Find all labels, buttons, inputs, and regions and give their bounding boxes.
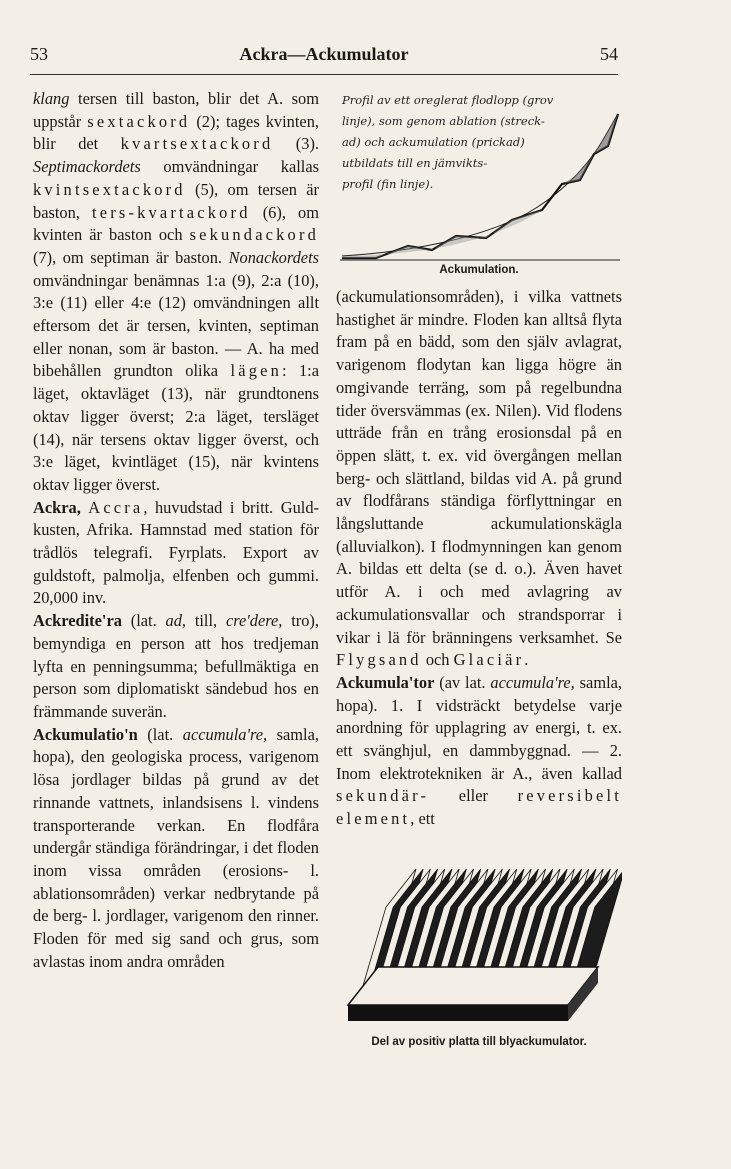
page-number-right: 54: [600, 44, 618, 64]
term-accra: Accra: [88, 497, 144, 517]
cross-ref-glaciar: Glaciär: [453, 650, 525, 670]
term-sekundackord: sekundackord: [189, 225, 319, 245]
term-ad: ad,: [165, 611, 186, 631]
text-run: tro), bemyndiga en person att hos tredjeman lyfta en penningsumma; befullmäktiga en person som diplomatiskt sändebud hos en främmande suverän.: [33, 611, 319, 721]
page-number-left: 53: [30, 44, 48, 64]
ackumulation-continuation-paragraph: [336, 286, 622, 672]
term-kvintsextackord: kvintsextackord: [33, 179, 186, 199]
page-header: [30, 44, 618, 74]
text-run: (lat.: [137, 724, 183, 744]
text-run: (6), om kvinten är baston och: [33, 202, 319, 245]
text-run: (lat.: [121, 611, 166, 631]
term-accumulare: accumula're,: [490, 672, 575, 692]
figure-caption-lead-plate: Del av positiv platta till blyackumulator.: [371, 1036, 587, 1048]
figure-caption-ackumulation: Ackumulation.: [439, 264, 519, 276]
term-terskvartackord: ters-kvartackord: [92, 202, 251, 222]
text-run: eller: [429, 786, 518, 806]
entry-ackumulator: [336, 672, 622, 831]
figure-ackumulation: [336, 88, 622, 286]
right-column: [336, 286, 622, 831]
text-run: till,: [186, 611, 226, 631]
text-run: samla, hopa). 1. I vidsträckt betydelse varje anordning för upplagring av energi, t. ex. ett svänghjul, en dammbyggnad. — 2. Inom elektrotekniken är A., även kallad: [336, 672, 622, 783]
term-reversibelt-element: reversibelt element: [336, 786, 622, 829]
term-nonackordets: Nonackordets: [228, 247, 319, 267]
text-run: tersen till baston, blir det A. som uppstår: [33, 89, 319, 131]
text-run: (7), om septiman är baston.: [33, 247, 229, 267]
lead-plate-illustration: [336, 855, 622, 1031]
text-run: omvändningar benämnas 1:a (9), 2:a (10), 3:e (11) eller 4:e (12) omvändningen allt eftersom det är tersen, kvinten, septiman eller nonan, som är baston. — A. ha med bibehållen grundton olika: [33, 270, 319, 381]
ablation-area: [562, 114, 618, 184]
plate-base-top: [348, 967, 598, 1005]
term-sekundar: sekundär-: [336, 786, 430, 806]
text-run: (2); tages kvinten, blir det: [33, 111, 319, 154]
accumulation-area: [342, 210, 542, 258]
headword-ackumulator: Ackumula'tor: [336, 672, 435, 692]
entry-ackra: [33, 497, 319, 611]
handwritten-line-3: ad) och ackumulation (prickad): [342, 135, 525, 149]
cross-ref-flygsand: Flygsand: [336, 650, 422, 670]
handwritten-line-4: utbildats till en jämvikts-: [342, 156, 488, 170]
headword-ackreditera: Ackredite'ra: [33, 611, 122, 631]
term-lagen: lägen: [230, 361, 282, 381]
text-run: omvändningar kallas: [140, 157, 319, 177]
headword-ackumulation: Ackumulatio'n: [33, 724, 138, 744]
running-title: Ackra—Ackumulator: [239, 44, 409, 64]
text-run: och: [421, 650, 454, 670]
entry-ackumulation: [33, 724, 319, 974]
text-run: (5), om tersen är baston,: [33, 179, 319, 222]
handwritten-line-5: profil (fin linje).: [342, 177, 434, 191]
figure-lead-plate: [336, 855, 622, 1067]
term-septimackordets: Septimackordets: [33, 157, 141, 177]
headword-ackra: Ackra,: [33, 497, 81, 517]
header-rule: [30, 74, 618, 75]
text-run: : 1:a läget, oktavläget (13), när grundtonens oktav ligger överst; 2:a läget, tersläget (14), när tersens oktav ligger överst, och 3:e läget, kvintläget (15), när kvintens oktav ligger överst.: [33, 361, 319, 494]
text-run: .: [524, 650, 529, 670]
left-column: [33, 88, 319, 973]
text-run: (av lat.: [434, 672, 491, 692]
text-run: , ett: [410, 809, 435, 829]
klang-continuation-paragraph: [33, 88, 319, 497]
text-run: samla, hopa), den geologiska process, varigenom lösa jordlager bildas på grund av det rinnande vattnets, inlandsisens l. vindens transporterande verkan. En flodfåra undergår ständiga förändringar, i det floden inom vissa områden (erosions- l. ablationsområden) verkar nedbrytande på de berg- l. jordlager, varigenom den rinner. Floden för med sig sand och grus, som avlastas inom andra områden: [33, 724, 319, 971]
text-run: (ackumulationsområden), i vilka vattnets hastighet är mindre. Floden kan alltså flyta fram på en bädd, som den själv avlagrat, varigenom flodytan kan ligga högre än omgivande terräng, som på regelbundna tider översvämmas (ex. Nilen). Vid flodens utträde från en trång erosionsdal på en öppen slätt, t. ex. vid övergången mellan berg- och slättland, bildas vid A. på grund av flodfårans ständiga förflyttningar en långsluttande ackumulationskägla (alluvialkon). I flodmynningen kan genom A. bildas ett delta (se d. o.). Även havet utför A. i och med avlagring av ackumulationsvallar och strandsporrar i vikar i lä för bränningens verksamhet. Se: [336, 287, 622, 647]
entry-ackreditera: [33, 610, 319, 724]
term-accumulare: accumula're,: [182, 724, 268, 744]
plate-base-front: [348, 1005, 568, 1021]
term-klang: klang: [33, 89, 70, 108]
text-run: , huvudstad i britt. Guld-kusten, Afrika. Hamnstad med station för trådlös telegrafi. Fyrplats. Export av guldstoft, palmolja, elfenben och gummi. 20,000 inv.: [33, 497, 319, 608]
term-sextackord: sextackord: [87, 111, 191, 131]
term-kvartsextackord: kvartsextackord: [120, 134, 274, 154]
handwritten-line-1: Profil av ett oreglerat flodlopp (grov: [342, 93, 554, 107]
term-credere: cre'dere,: [225, 611, 283, 631]
text-run: (3).: [273, 134, 320, 154]
handwritten-line-2: linje), som genom ablation (streck-: [342, 114, 545, 128]
